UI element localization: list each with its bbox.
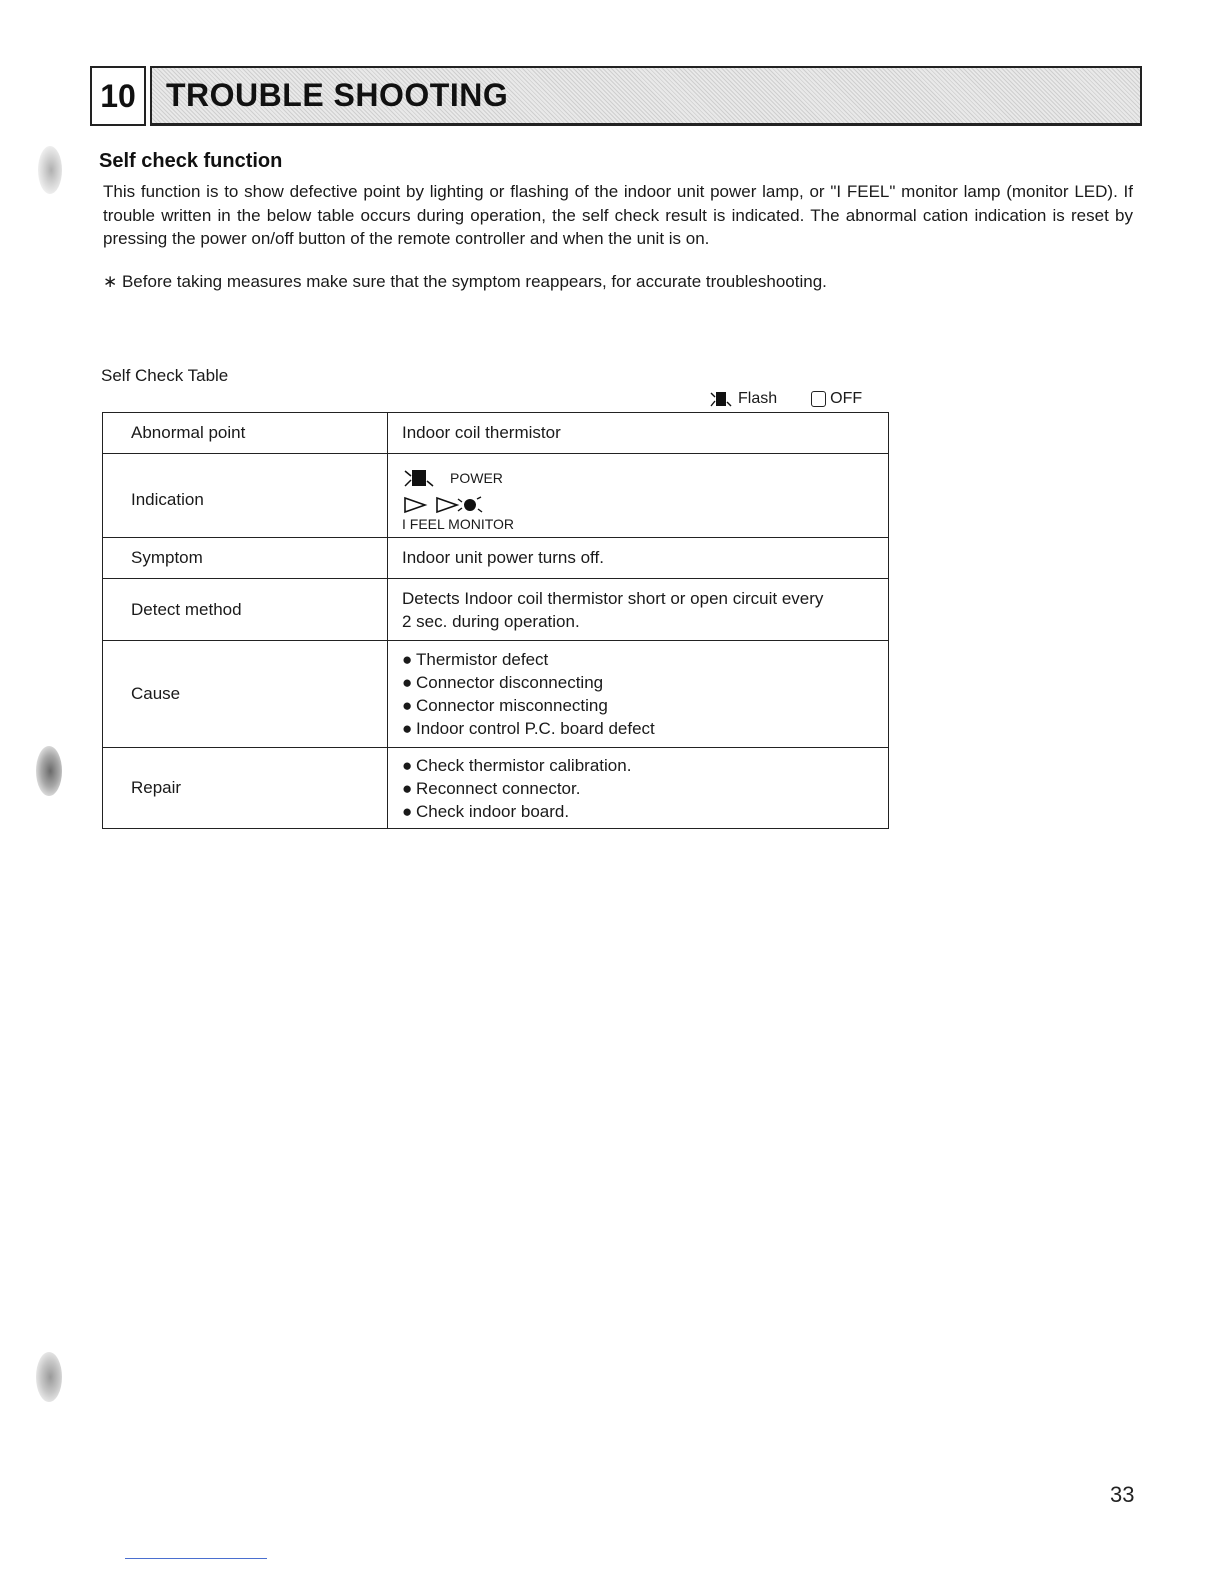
list-item: ● Connector misconnecting — [402, 696, 608, 715]
list-item: ● Connector disconnecting — [402, 673, 604, 692]
punch-hole-top — [38, 146, 62, 194]
self-check-table — [102, 412, 889, 829]
legend-flash-label: Flash — [738, 390, 778, 407]
indication-label: Indication — [103, 454, 388, 538]
footer-rule — [125, 1558, 267, 1559]
punch-hole-bottom — [36, 1352, 62, 1402]
legend-off-label: OFF — [830, 390, 863, 407]
power-label: POWER — [450, 469, 503, 486]
power-flash-lamp-icon — [402, 467, 442, 489]
intro-paragraph: This function is to show defective point by lighting or flashing of the indoor unit power lamp, or "I FEEL" monitor lamp (monitor LED). If trouble written in the below table occurs during operation, the self check result is indicated. The abnormal cation indication is reset by pressing the power on/off button of the remote controller and when the unit is on. — [103, 182, 1133, 248]
chapter-number: 10 — [90, 66, 146, 126]
table-row-repair — [103, 748, 889, 829]
monitor-led-off-icon — [402, 495, 430, 515]
power-indicator — [402, 467, 887, 489]
bullet-icon: ● — [402, 755, 413, 775]
bullet-icon: ● — [402, 801, 413, 821]
repair-label: Repair — [103, 748, 388, 829]
list-item: ● Indoor control P.C. board defect — [402, 719, 655, 738]
off-lamp-icon — [811, 391, 826, 407]
table-row-detect-method — [103, 579, 889, 641]
bullet-icon: ● — [402, 650, 413, 669]
chapter-header — [90, 66, 1142, 126]
list-item: ● Reconnect connector. — [402, 778, 581, 798]
section-title: Self check function — [99, 150, 283, 172]
detect-method-line: Detects Indoor coil thermistor short or open circuit every — [402, 588, 824, 608]
table-caption: Self Check Table — [101, 366, 229, 385]
detect-method-value — [388, 579, 889, 641]
symptom-label: Symptom — [103, 538, 388, 579]
legend — [708, 387, 888, 411]
indication-value — [388, 454, 889, 538]
monitor-label: I FEEL MONITOR — [402, 515, 515, 532]
page-number: 33 — [1110, 1482, 1135, 1507]
table-row-symptom — [103, 538, 889, 579]
monitor-lamps — [402, 495, 887, 515]
list-item: ● Check indoor board. — [402, 801, 570, 821]
abnormal-point-label: Abnormal point — [103, 413, 388, 454]
punch-hole-middle — [36, 746, 62, 796]
repair-value — [388, 748, 889, 829]
abnormal-point-value: Indoor coil thermistor — [388, 413, 889, 454]
monitor-led-flash-icon — [434, 495, 488, 515]
list-item: ● Check thermistor calibration. — [402, 755, 632, 775]
troubleshooting-note: ∗ Before taking measures make sure that the symptom reappears, for accurate troubleshooting. — [103, 272, 827, 291]
bullet-icon: ● — [402, 719, 413, 738]
cause-label: Cause — [103, 641, 388, 748]
cause-value — [388, 641, 889, 748]
detect-method-line: 2 sec. during operation. — [402, 611, 580, 631]
bullet-icon: ● — [402, 696, 413, 715]
bullet-icon: ● — [402, 673, 413, 692]
chapter-title: TROUBLE SHOOTING — [150, 66, 1142, 126]
list-item: ● Thermistor defect — [402, 650, 549, 669]
table-row-indication — [103, 454, 889, 538]
table-row-abnormal-point — [103, 413, 889, 454]
table-row-cause — [103, 641, 889, 748]
bullet-icon: ● — [402, 778, 413, 798]
symptom-value: Indoor unit power turns off. — [388, 538, 889, 579]
flash-lamp-icon — [708, 389, 734, 409]
detect-method-label: Detect method — [103, 579, 388, 641]
